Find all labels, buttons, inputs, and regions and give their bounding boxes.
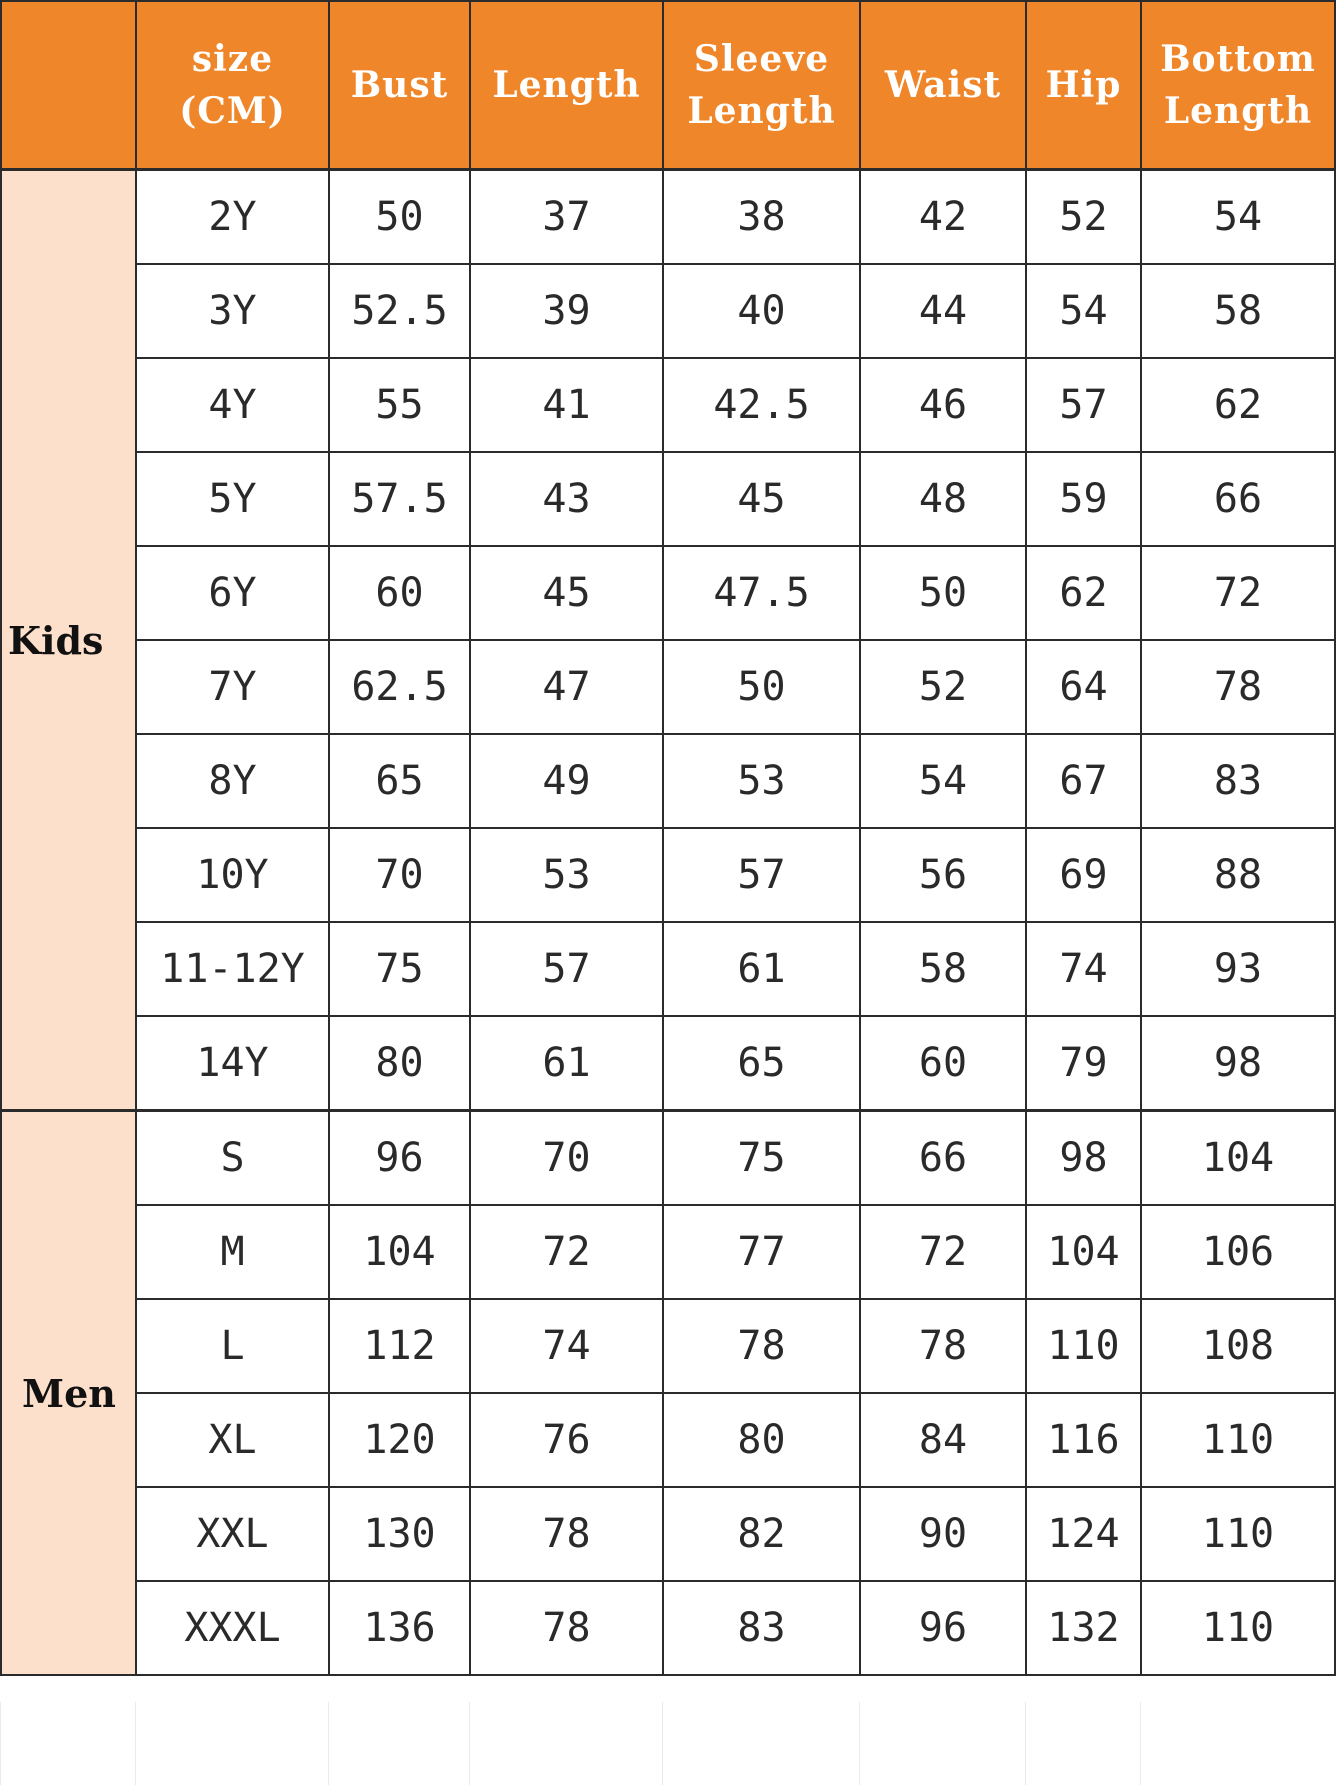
ghost-column [328,1702,469,1785]
cell-bust: 57.5 [329,452,470,546]
header-length: Length [470,1,663,170]
cell-size: S [136,1111,329,1206]
table-header [1,1,1335,170]
cell-bust: 62.5 [329,640,470,734]
cell-bottom-length: 108 [1141,1299,1335,1393]
cell-size: 4Y [136,358,329,452]
cell-size: 6Y [136,546,329,640]
table-row [1,546,1335,640]
cell-waist: 56 [860,828,1026,922]
cell-waist: 78 [860,1299,1026,1393]
cell-size: 5Y [136,452,329,546]
cell-bottom-length: 58 [1141,264,1335,358]
cell-bust: 104 [329,1205,470,1299]
cell-sleeve-length: 80 [663,1393,860,1487]
table-row [1,734,1335,828]
cell-size: 7Y [136,640,329,734]
cell-hip: 132 [1026,1581,1141,1675]
cell-size: 10Y [136,828,329,922]
cell-bust: 96 [329,1111,470,1206]
cell-hip: 124 [1026,1487,1141,1581]
cell-bust: 136 [329,1581,470,1675]
cell-waist: 44 [860,264,1026,358]
cell-size: 11-12Y [136,922,329,1016]
cell-bottom-length: 62 [1141,358,1335,452]
cell-hip: 98 [1026,1111,1141,1206]
ghost-column [859,1702,1025,1785]
header-bottom-length: Bottom Length [1141,1,1335,170]
table-row [1,1581,1335,1675]
cell-bust: 130 [329,1487,470,1581]
cell-hip: 62 [1026,546,1141,640]
cell-size: L [136,1299,329,1393]
header-corner-cell [1,1,136,170]
cell-waist: 52 [860,640,1026,734]
group-label-men: Men [1,1111,136,1676]
cell-waist: 50 [860,546,1026,640]
cell-sleeve-length: 45 [663,452,860,546]
cell-bottom-length: 78 [1141,640,1335,734]
cell-sleeve-length: 47.5 [663,546,860,640]
cell-size: 8Y [136,734,329,828]
cell-waist: 58 [860,922,1026,1016]
cell-bottom-length: 54 [1141,170,1335,265]
table-row [1,358,1335,452]
cell-hip: 52 [1026,170,1141,265]
cell-bust: 52.5 [329,264,470,358]
cell-waist: 60 [860,1016,1026,1111]
cell-bust: 65 [329,734,470,828]
table-row [1,264,1335,358]
cell-bust: 80 [329,1016,470,1111]
cell-length: 78 [470,1581,663,1675]
cell-length: 45 [470,546,663,640]
cell-hip: 69 [1026,828,1141,922]
cell-length: 53 [470,828,663,922]
below-table-area [0,1702,1334,1785]
cell-size: M [136,1205,329,1299]
cell-sleeve-length: 42.5 [663,358,860,452]
cell-size: XL [136,1393,329,1487]
cell-waist: 84 [860,1393,1026,1487]
header-bust: Bust [329,1,470,170]
table-row [1,828,1335,922]
cell-bust: 50 [329,170,470,265]
header-hip: Hip [1026,1,1141,170]
cell-length: 76 [470,1393,663,1487]
cell-length: 61 [470,1016,663,1111]
cell-bottom-length: 66 [1141,452,1335,546]
cell-size: 14Y [136,1016,329,1111]
cell-size: XXXL [136,1581,329,1675]
table-row [1,1205,1335,1299]
cell-bottom-length: 93 [1141,922,1335,1016]
ghost-column [1025,1702,1140,1785]
cell-bottom-length: 106 [1141,1205,1335,1299]
header-sleeve-length: Sleeve Length [663,1,860,170]
cell-sleeve-length: 53 [663,734,860,828]
cell-hip: 74 [1026,922,1141,1016]
table-row [1,640,1335,734]
cell-sleeve-length: 82 [663,1487,860,1581]
table-row [1,1487,1335,1581]
cell-waist: 48 [860,452,1026,546]
cell-size: 2Y [136,170,329,265]
cell-sleeve-length: 38 [663,170,860,265]
cell-waist: 42 [860,170,1026,265]
cell-sleeve-length: 65 [663,1016,860,1111]
cell-hip: 64 [1026,640,1141,734]
ghost-column [469,1702,662,1785]
cell-length: 39 [470,264,663,358]
cell-length: 74 [470,1299,663,1393]
cell-bottom-length: 88 [1141,828,1335,922]
ghost-column [1140,1702,1334,1785]
header-row [1,1,1335,170]
cell-length: 41 [470,358,663,452]
cell-waist: 72 [860,1205,1026,1299]
cell-sleeve-length: 78 [663,1299,860,1393]
cell-bust: 60 [329,546,470,640]
cell-waist: 66 [860,1111,1026,1206]
cell-sleeve-length: 83 [663,1581,860,1675]
cell-length: 49 [470,734,663,828]
cell-bust: 55 [329,358,470,452]
cell-length: 57 [470,922,663,1016]
cell-sleeve-length: 50 [663,640,860,734]
cell-hip: 67 [1026,734,1141,828]
cell-waist: 96 [860,1581,1026,1675]
cell-waist: 54 [860,734,1026,828]
cell-length: 78 [470,1487,663,1581]
cell-sleeve-length: 40 [663,264,860,358]
cell-bust: 120 [329,1393,470,1487]
cell-hip: 104 [1026,1205,1141,1299]
cell-size: XXL [136,1487,329,1581]
table-row [1,1393,1335,1487]
table-row [1,1016,1335,1111]
cell-length: 43 [470,452,663,546]
cell-waist: 90 [860,1487,1026,1581]
cell-bust: 112 [329,1299,470,1393]
cell-hip: 116 [1026,1393,1141,1487]
cell-bottom-length: 98 [1141,1016,1335,1111]
cell-length: 72 [470,1205,663,1299]
ghost-column [135,1702,328,1785]
table-row [1,1299,1335,1393]
cell-hip: 110 [1026,1299,1141,1393]
cell-sleeve-length: 57 [663,828,860,922]
cell-bottom-length: 104 [1141,1111,1335,1206]
cell-hip: 59 [1026,452,1141,546]
table-body [1,170,1335,1676]
cell-bottom-length: 72 [1141,546,1335,640]
cell-waist: 46 [860,358,1026,452]
cell-bottom-length: 83 [1141,734,1335,828]
ghost-column [662,1702,859,1785]
header-size: size (CM) [136,1,329,170]
cell-size: 3Y [136,264,329,358]
cell-bottom-length: 110 [1141,1487,1335,1581]
group-label-kids: Kids [1,170,136,1111]
cell-length: 37 [470,170,663,265]
table-row [1,1111,1335,1206]
cell-bust: 70 [329,828,470,922]
cell-sleeve-length: 61 [663,922,860,1016]
cell-bust: 75 [329,922,470,1016]
cell-bottom-length: 110 [1141,1393,1335,1487]
table-row [1,170,1335,265]
table-row [1,922,1335,1016]
cell-length: 47 [470,640,663,734]
cell-sleeve-length: 75 [663,1111,860,1206]
cell-hip: 54 [1026,264,1141,358]
table-row [1,452,1335,546]
header-waist: Waist [860,1,1026,170]
ghost-column [0,1702,135,1785]
cell-sleeve-length: 77 [663,1205,860,1299]
cell-hip: 57 [1026,358,1141,452]
cell-hip: 79 [1026,1016,1141,1111]
cell-length: 70 [470,1111,663,1206]
cell-bottom-length: 110 [1141,1581,1335,1675]
